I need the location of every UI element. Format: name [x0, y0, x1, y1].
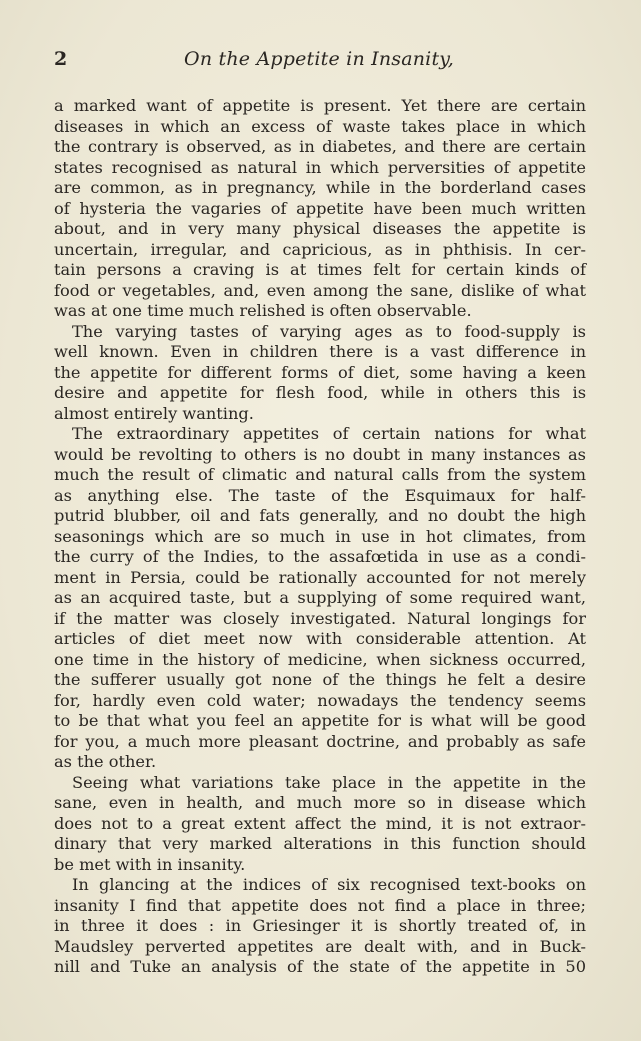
text-line: for, hardly even cold water; nowadays the tendency seems: [54, 690, 586, 710]
text-line: nill and Tuke an analysis of the state of the appetite in 50: [54, 957, 586, 976]
paragraph: [54, 96, 586, 322]
text-line: In glancing at the indices of six recognised text-books on: [72, 875, 586, 894]
paragraph: [54, 773, 586, 876]
text-line: about, and in very many physical diseases the appetite is: [54, 219, 586, 238]
text-line: as the other.: [54, 752, 157, 771]
text-line: would be revolting to others is no doubt in many instances as: [54, 444, 586, 464]
text-line: are common, as in pregnancy, while in the borderland cases: [54, 178, 586, 197]
text-line: states recognised as natural in which perversities of appetite: [54, 157, 586, 177]
text-line: ment in Persia, could be rationally accounted for not merely: [54, 567, 586, 587]
text-line: the curry of the Indies, to the assafœtida in use as a condi-: [54, 547, 586, 566]
text-line: for you, a much more pleasant doctrine, and probably as safe: [54, 731, 586, 751]
text-line: sane, even in health, and much more so in disease which: [54, 793, 586, 812]
paragraph: [54, 322, 586, 425]
text-line: be met with in insanity.: [54, 854, 246, 874]
body-text: [54, 96, 586, 978]
text-line: was at one time much relished is often observable.: [54, 301, 472, 320]
text-line: articles of diet meet now with considerable attention. At: [54, 629, 586, 648]
text-line: as anything else. The taste of the Esquimaux for half-: [54, 485, 586, 505]
page-number: 2: [54, 48, 68, 70]
text-line: desire and appetite for flesh food, while in others this is: [54, 383, 586, 402]
paragraph: [54, 424, 586, 773]
text-line: insanity I find that appetite does not find a place in three;: [54, 895, 586, 915]
running-title: On the Appetite in Insanity,: [184, 48, 454, 70]
text-line: the appetite for different forms of diet, some having a keen: [54, 362, 586, 382]
text-line: Seeing what variations take place in the appetite in the: [72, 772, 586, 792]
text-line: the sufferer usually got none of the things he felt a desire: [54, 670, 586, 689]
text-line: if the matter was closely investigated. Natural longings for: [54, 608, 586, 628]
page-header: [54, 46, 584, 72]
text-line: The varying tastes of varying ages as to food-supply is: [72, 321, 586, 341]
text-line: in three it does : in Griesinger it is shortly treated of, in: [54, 916, 586, 935]
text-line: putrid blubber, oil and fats generally, and no doubt the high: [54, 506, 586, 525]
text-line: of hysteria the vagaries of appetite have been much written: [54, 198, 586, 218]
text-line: uncertain, irregular, and capricious, as in phthisis. In cer-: [54, 239, 586, 259]
text-line: tain persons a craving is at times felt for certain kinds of: [54, 260, 586, 279]
text-line: much the result of climatic and natural calls from the system: [54, 465, 586, 484]
text-line: dinary that very marked alterations in this function should: [54, 834, 586, 853]
text-line: does not to a great extent affect the mind, it is not extraor-: [54, 813, 586, 833]
text-line: food or vegetables, and, even among the sane, dislike of what: [54, 280, 586, 300]
text-line: Maudsley perverted appetites are dealt with, and in Buck-: [54, 936, 586, 956]
paragraph: [54, 875, 586, 978]
text-line: a marked want of appetite is present. Yet there are certain: [54, 96, 586, 115]
text-line: one time in the history of medicine, when sickness occurred,: [54, 649, 586, 669]
text-line: The extraordinary appetites of certain nations for what: [72, 424, 586, 443]
text-line: almost entirely wanting.: [54, 403, 254, 423]
text-line: to be that what you feel an appetite for is what will be good: [54, 711, 586, 730]
text-line: as an acquired taste, but a supplying of some required want,: [54, 588, 586, 607]
text-line: diseases in which an excess of waste takes place in which: [54, 116, 586, 136]
text-line: the contrary is observed, as in diabetes, and there are certain: [54, 137, 586, 156]
text-line: well known. Even in children there is a vast difference in: [54, 342, 586, 361]
text-line: seasonings which are so much in use in hot climates, from: [54, 526, 586, 546]
